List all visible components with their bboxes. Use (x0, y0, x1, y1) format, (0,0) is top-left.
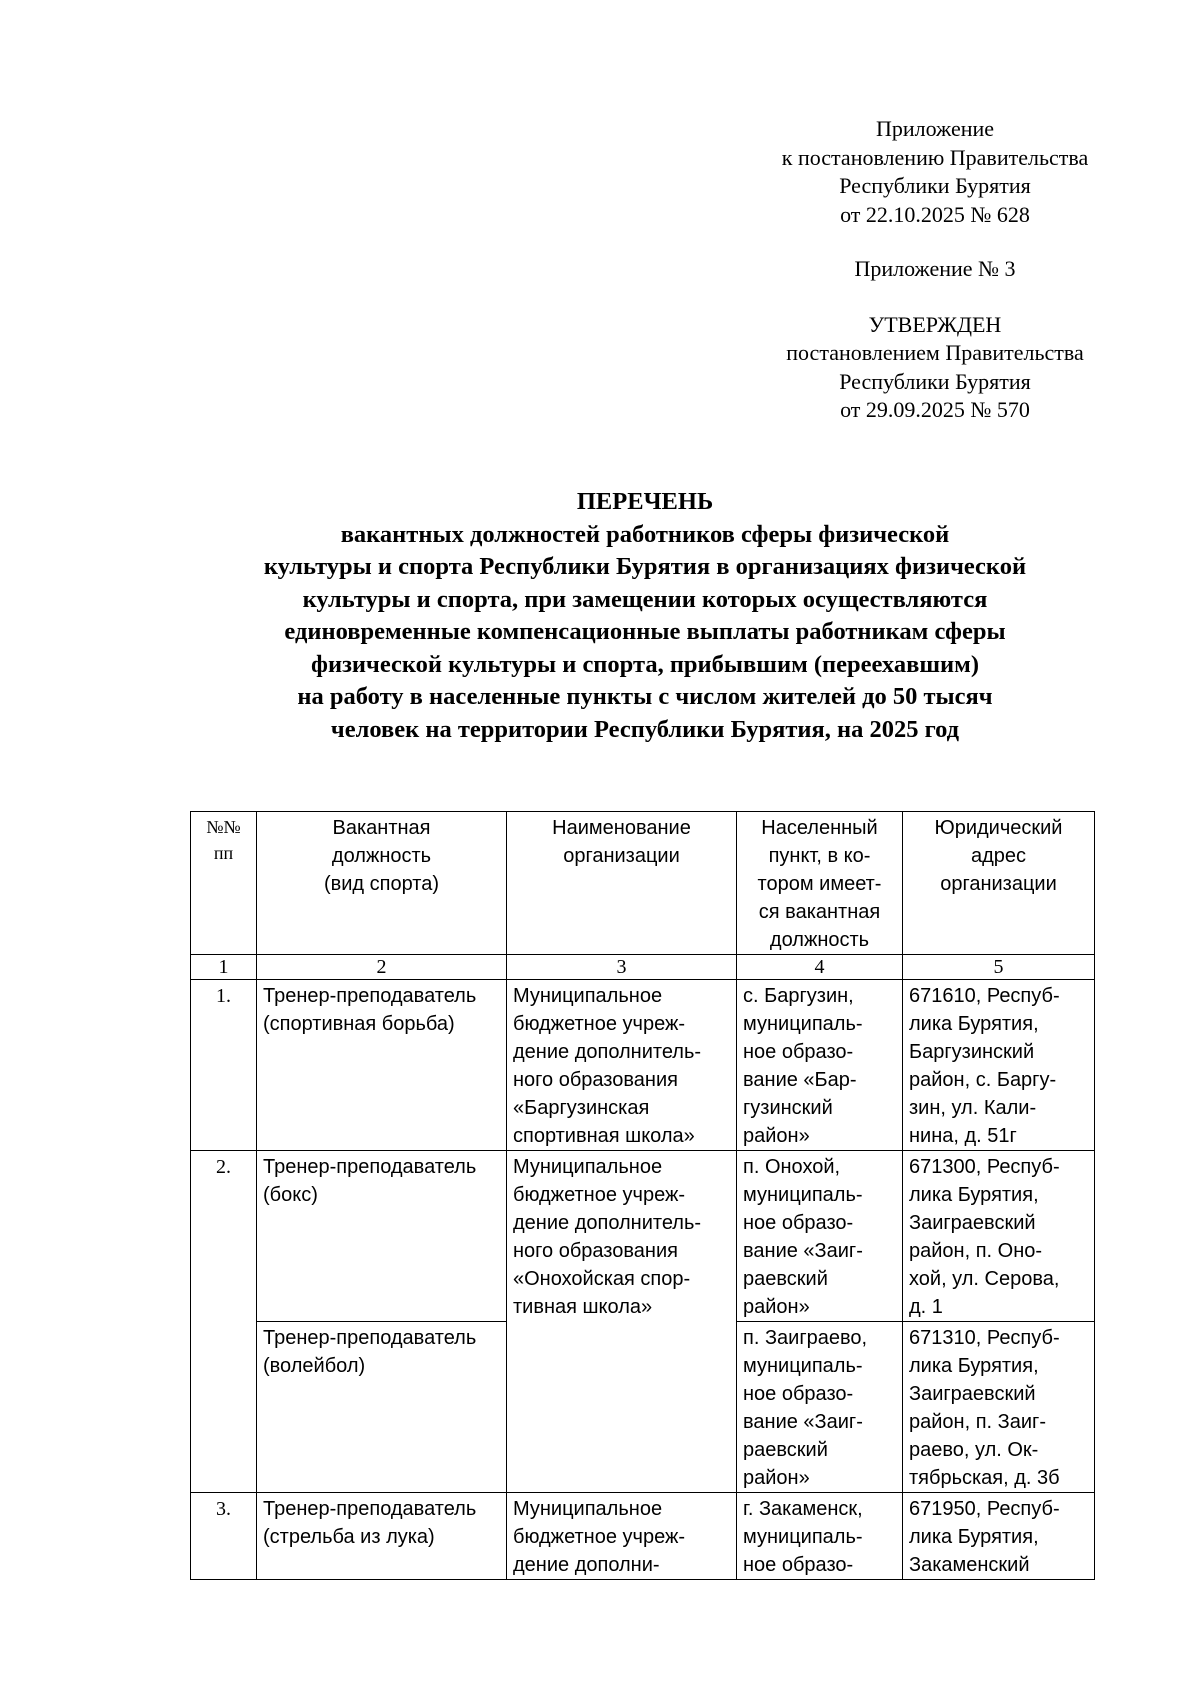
appendix-line: Приложение (875, 116, 995, 141)
appendix-number: Приложение № 3 (854, 256, 1016, 281)
locality-cell: с. Баргузин, муниципаль- ное образо- вание «Бар- гузинский район» (737, 980, 903, 1151)
organization-cell: Муниципальное бюджетное учреж- дение дополнитель- ного образования «Онохойская спор- тивная школа» (507, 1151, 737, 1493)
table-row (191, 1151, 1095, 1322)
locality-cell: п. Онохой, муниципаль- ное образо- вание «Заиг- раевский район» (737, 1151, 903, 1322)
row-number: 2. (191, 1151, 257, 1493)
row-number: 1. (191, 980, 257, 1151)
address-cell: 671310, Респуб- лика Бурятия, Заиграевский район, п. Заиг- раево, ул. Ок- тябрьская, д. 3б (903, 1322, 1095, 1493)
document-title: ПЕРЕЧЕНЬ (576, 488, 714, 515)
address-cell: 671610, Респуб- лика Бурятия, Баргузинский район, с. Баргу- зин, ул. Кали- нина, д. 51г (903, 980, 1095, 1151)
locality-cell: п. Заиграево, муниципаль- ное образо- вание «Заиг- раевский район» (737, 1322, 903, 1493)
heading-line: на работу в населенные пункты с числом жителей до 50 тысяч (297, 683, 993, 710)
approved-line: УТВЕРЖДЕН (868, 311, 1002, 337)
vacancy-table (190, 811, 1095, 1580)
approved-line: постановлением Правительства (786, 340, 1084, 365)
locality-cell: г. Закаменск, муниципаль- ное образо- (737, 1493, 903, 1580)
approved-line: от 29.09.2025 № 570 (840, 397, 1030, 422)
address-cell: 671950, Респуб- лика Бурятия, Закаменский (903, 1493, 1095, 1580)
row-number: 3. (191, 1493, 257, 1580)
position-cell: Тренер-преподаватель (бокс) (257, 1151, 507, 1322)
organization-cell: Муниципальное бюджетное учреж- дение дополни- (507, 1493, 737, 1580)
heading-line: единовременные компенсационные выплаты работникам сферы (284, 618, 1006, 645)
heading-line: человек на территории Республики Бурятия, на 2025 год (330, 715, 960, 743)
heading-line: вакантных должностей работников сферы физической (340, 520, 950, 548)
header-locality: Населенный пункт, в ко- тором имеет- ся вакантная должность (737, 812, 903, 955)
approved-line: Республики Бурятия (839, 368, 1031, 394)
table-header-row (191, 812, 1095, 955)
heading-line: культуры и спорта, при замещении которых осуществляются (302, 585, 988, 613)
heading-line: культуры и спорта Республики Бурятия в организациях физической (263, 553, 1027, 580)
organization-cell: Муниципальное бюджетное учреж- дение дополнитель- ного образования «Баргузинская спортивная школа» (507, 980, 737, 1151)
appendix-block (760, 115, 1110, 425)
column-number-row (191, 955, 1095, 980)
address-cell: 671300, Респуб- лика Бурятия, Заиграевский район, п. Оно- хой, ул. Серова, д. 1 (903, 1151, 1095, 1322)
position-cell: Тренер-преподаватель (волейбол) (257, 1322, 507, 1493)
column-number: 3 (507, 955, 737, 980)
column-number: 4 (737, 955, 903, 980)
column-number: 2 (257, 955, 507, 980)
header-address: Юридический адрес организации (903, 812, 1095, 955)
position-cell: Тренер-преподаватель (спортивная борьба) (257, 980, 507, 1151)
column-number: 5 (903, 955, 1095, 980)
appendix-line: от 22.10.2025 № 628 (840, 201, 1030, 227)
position-cell: Тренер-преподаватель (стрельба из лука) (257, 1493, 507, 1580)
appendix-line: к постановлению Правительства (781, 144, 1089, 170)
header-position: Вакантная должность (вид спорта) (257, 812, 507, 955)
table-row (191, 1493, 1095, 1580)
document-heading (100, 486, 1190, 746)
header-number: №№ пп (191, 812, 257, 955)
table-row (191, 980, 1095, 1151)
column-number: 1 (191, 955, 257, 980)
header-organization: Наименование организации (507, 812, 737, 955)
heading-line: физической культуры и спорта, прибывшим (переехавшим) (311, 650, 979, 678)
appendix-line: Республики Бурятия (839, 173, 1031, 198)
